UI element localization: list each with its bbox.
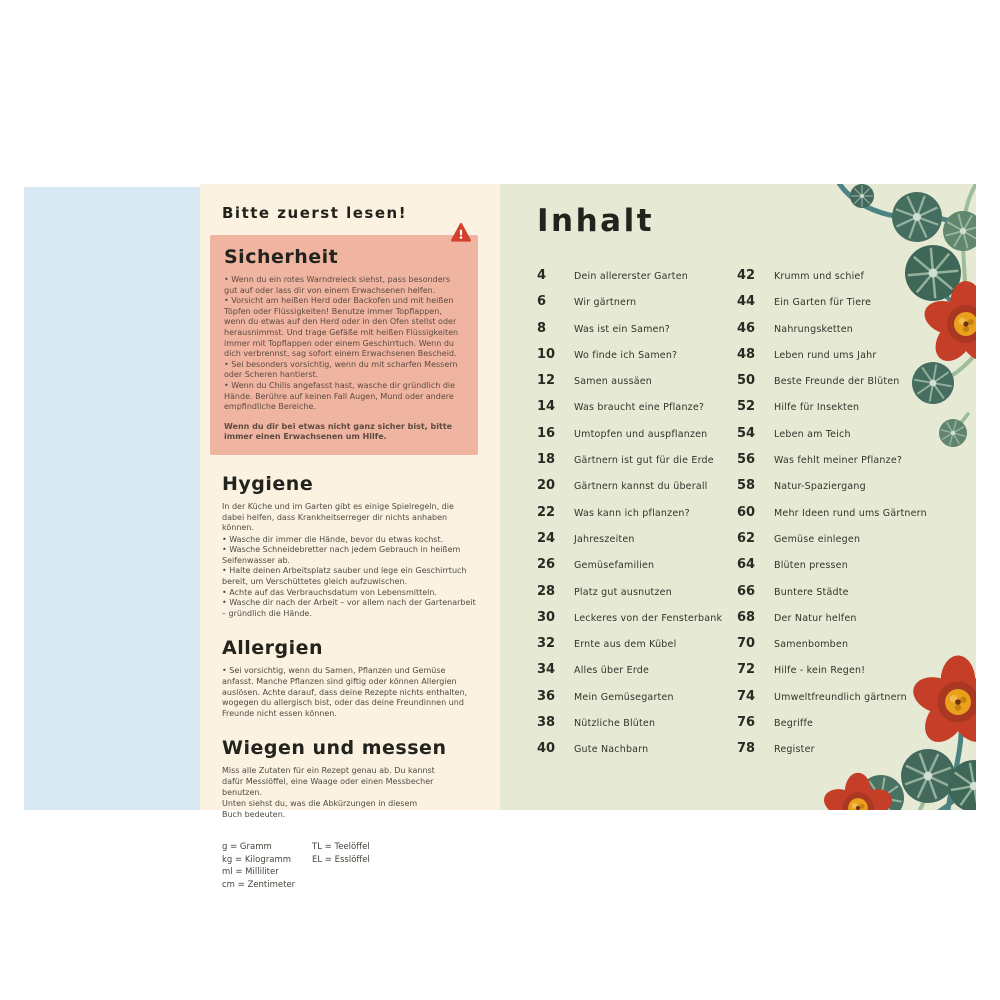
toc-page-number: 58 <box>737 478 756 494</box>
abbreviation-col-2 <box>312 841 370 891</box>
safety-title: Sicherheit <box>224 246 339 268</box>
toc-page-number: 10 <box>537 346 556 362</box>
toc-page-number: 30 <box>537 609 556 625</box>
toc-entry <box>737 294 937 320</box>
toc-page-number: 74 <box>737 688 756 704</box>
toc-entry-title: Samen aussäen <box>574 376 653 388</box>
right-page-contents <box>500 184 976 810</box>
toc-page-number: 56 <box>737 452 756 468</box>
toc-entry-title: Nützliche Blüten <box>574 718 656 730</box>
toc-page-number: 24 <box>537 530 556 546</box>
toc-entry <box>537 557 737 583</box>
toc-entry <box>737 636 937 662</box>
toc-page-number: 64 <box>737 557 756 573</box>
weighing-text-2: Unten siehst du, was die Abkürzungen in diesem Buch bedeuten. <box>222 799 418 819</box>
toc-entry-title: Hilfe für Insekten <box>774 402 860 414</box>
toc-entry-title: Alles über Erde <box>574 665 650 677</box>
toc-entry-title: Umtopfen und auspflanzen <box>574 428 708 440</box>
toc-page-number: 20 <box>537 478 556 494</box>
toc-page-number: 46 <box>737 320 756 336</box>
toc-entry-title: Mein Gemüsegarten <box>574 691 674 703</box>
toc-page-number: 34 <box>537 662 556 678</box>
abbreviation-col-1 <box>222 841 312 891</box>
toc-column-left <box>537 268 737 768</box>
toc-entry-title: Was braucht eine Pflanze? <box>574 402 705 414</box>
abbreviation-table <box>222 841 478 891</box>
toc-page-number: 26 <box>537 557 556 573</box>
toc-entry-title: Begriffe <box>774 718 814 730</box>
hygiene-bullet: • Wasche Schneidebretter nach jedem Gebrauch in heißem Seifenwasser ab. <box>222 545 478 566</box>
hygiene-intro: In der Küche und im Garten gibt es einige Spielregeln, die dabei helfen, dass Krankheitserreger dir nichts anhaben können. <box>222 501 454 533</box>
toc-entry-title: Jahreszeiten <box>574 533 635 545</box>
toc-page-number: 76 <box>737 715 756 731</box>
toc-entry <box>737 478 937 504</box>
allergies-bullet-list <box>222 666 478 719</box>
safety-box <box>210 235 478 455</box>
warning-triangle-icon <box>451 223 471 242</box>
hygiene-title: Hygiene <box>222 472 314 495</box>
toc-entry <box>737 321 937 347</box>
toc-page-number: 18 <box>537 452 556 468</box>
toc-entry-title: Gemüse einlegen <box>774 533 861 545</box>
toc-entry-title: Platz gut ausnutzen <box>574 586 672 598</box>
toc-entry <box>737 347 937 373</box>
toc-entry-title: Beste Freunde der Blüten <box>774 376 900 388</box>
toc-page-number: 28 <box>537 583 556 599</box>
toc-page-number: 40 <box>537 741 556 757</box>
toc-entry-title: Gärtnern kannst du überall <box>574 481 708 493</box>
toc-entry-title: Nahrungsketten <box>774 323 853 335</box>
toc-page-number: 6 <box>537 294 547 310</box>
toc-page-number: 50 <box>737 373 756 389</box>
toc-entry <box>537 347 737 373</box>
safety-bullet: • Wenn du Chilis angefasst hast, wasche dir gründlich die Hände. Berühre auf keinen Fall Augen, Mund oder andere empfindliche Bereiche. <box>224 381 464 413</box>
toc-entry <box>537 321 737 347</box>
toc-entry <box>737 584 937 610</box>
toc-entry-title: Blüten pressen <box>774 560 848 572</box>
toc-entry-title: Krumm und schief <box>774 271 864 282</box>
toc-entry <box>737 426 937 452</box>
hygiene-bullet: • Wasche dir immer die Hände, bevor du etwas kochst. <box>222 535 478 546</box>
toc-page-number: 68 <box>737 609 756 625</box>
toc-entry-title: Gute Nachbarn <box>574 744 649 756</box>
toc-entry <box>737 610 937 636</box>
toc-entry <box>737 399 937 425</box>
weighing-text-1: Miss alle Zutaten für ein Rezept genau ab. Du kannst dafür Messlöffel, eine Waage oder einen Messbecher benutzen. <box>222 766 435 797</box>
left-page-content <box>200 184 500 890</box>
abbreviation-item: ml = Milliliter <box>222 867 279 878</box>
toc-entry-title: Ein Garten für Tiere <box>774 297 872 309</box>
toc-entry <box>537 478 737 504</box>
abbreviation-item: cm = Zentimeter <box>222 879 296 890</box>
toc-entry <box>537 610 737 636</box>
toc-page-number: 78 <box>737 741 756 757</box>
toc-entry <box>737 662 937 688</box>
toc-page-number: 60 <box>737 504 756 520</box>
toc-entry <box>537 531 737 557</box>
abbreviation-item: TL = Teelöffel <box>312 842 370 853</box>
toc-entry <box>537 452 737 478</box>
toc-entry-title: Buntere Städte <box>774 586 849 598</box>
toc-page-number: 4 <box>537 268 547 283</box>
toc-entry-title: Der Natur helfen <box>774 612 857 624</box>
toc-entry <box>537 294 737 320</box>
toc-entry-title: Gemüsefamilien <box>574 560 655 572</box>
toc-entry-title: Register <box>774 744 815 756</box>
toc-entry-title: Was ist ein Samen? <box>574 323 671 335</box>
toc-page-number: 8 <box>537 320 547 336</box>
toc-entry <box>537 426 737 452</box>
toc-entry <box>737 505 937 531</box>
toc-entry-title: Was kann ich pflanzen? <box>574 507 690 519</box>
toc-entry-title: Leben am Teich <box>774 428 851 440</box>
contents-title: Inhalt <box>537 203 655 239</box>
toc-entry <box>537 505 737 531</box>
toc-entry-title: Wo finde ich Samen? <box>574 349 678 361</box>
toc-entry <box>537 636 737 662</box>
toc-entry-title: Umweltfreundlich gärtnern <box>774 691 907 703</box>
toc-page-number: 66 <box>737 583 756 599</box>
toc-entry-title: Ernte aus dem Kübel <box>574 639 677 651</box>
safety-bullet: • Sei besonders vorsichtig, wenn du mit scharfen Messern oder Scheren hantierst. <box>224 360 464 381</box>
toc-entry <box>537 741 737 767</box>
abbreviation-item: kg = Kilogramm <box>222 854 292 865</box>
toc-entry-title: Dein allererster Garten <box>574 271 688 282</box>
hygiene-bullet: • Wasche dir nach der Arbeit – vor allem nach der Gartenarbeit – gründlich die Hände. <box>222 598 478 619</box>
toc-entry-title: Samenbomben <box>774 639 849 651</box>
toc-entry <box>737 715 937 741</box>
left-page-blue-panel <box>24 187 200 810</box>
toc-entry <box>537 715 737 741</box>
toc-entry <box>737 452 937 478</box>
toc-page-number: 54 <box>737 425 756 441</box>
toc-entry <box>737 373 937 399</box>
toc-entry-title: Gärtnern ist gut für die Erde <box>574 455 714 467</box>
toc-entry <box>537 662 737 688</box>
toc-entry-title: Hilfe - kein Regen! <box>774 665 866 677</box>
abbreviation-item: g = Gramm <box>222 842 272 853</box>
toc-entry <box>737 741 937 767</box>
toc-entry <box>537 689 737 715</box>
toc-column-right <box>737 268 937 768</box>
toc-page-number: 32 <box>537 636 556 652</box>
safety-bullet-list <box>224 275 464 413</box>
toc-entry-title: Leckeres von der Fensterbank <box>574 612 723 624</box>
toc-entry-title: Leben rund ums Jahr <box>774 349 877 361</box>
safety-bullet: • Wenn du ein rotes Warndreieck siehst, pass besonders gut auf oder lass dir von einem Erwachsenen helfen. <box>224 275 464 296</box>
toc-entry <box>537 399 737 425</box>
abbreviation-item: EL = Esslöffel <box>312 854 370 865</box>
toc-entry <box>537 584 737 610</box>
toc-page-number: 36 <box>537 688 556 704</box>
toc-page-number: 42 <box>737 268 756 283</box>
toc-entry <box>737 531 937 557</box>
toc-entry <box>737 268 937 294</box>
toc-entry-title: Natur-Spaziergang <box>774 481 866 493</box>
toc-page-number: 48 <box>737 346 756 362</box>
toc-entry-title: Mehr Ideen rund ums Gärtnern <box>774 507 927 519</box>
toc-page-number: 22 <box>537 504 556 520</box>
toc-page-number: 14 <box>537 399 556 415</box>
toc-entry <box>737 557 937 583</box>
left-page <box>200 184 500 890</box>
toc-page-number: 44 <box>737 294 756 310</box>
toc-entry <box>537 268 737 294</box>
toc-page-number: 72 <box>737 662 756 678</box>
toc-entry <box>737 689 937 715</box>
toc-page-number: 52 <box>737 399 756 415</box>
toc-page-number: 62 <box>737 530 756 546</box>
toc-page-number: 38 <box>537 715 556 731</box>
toc-page-number: 70 <box>737 636 756 652</box>
intro-heading: Bitte zuerst lesen! <box>222 204 408 222</box>
weighing-title: Wiegen und messen <box>222 737 447 760</box>
hygiene-bullet: • Achte auf das Verbrauchsdatum von Lebensmitteln. <box>222 588 478 599</box>
safety-bullet: • Vorsicht am heißen Herd oder Backofen und mit heißen Töpfen oder Flüssigkeiten! Benutze immer Topflappen, wenn du etwas auf den Herd oder in den Ofen stellst oder herausnimmst. Und trage Gefäße mit heißen Flüssigkeiten immer mit Topflappen oder einem Geschirrtuch. Wenn du dich verbrennst, sag sofort einem Erwachsenen Bescheid. <box>224 296 464 360</box>
toc-entry-title: Wir gärtnern <box>574 297 637 309</box>
safety-bold-note: Wenn du dir bei etwas nicht ganz sicher bist, bitte immer einen Erwachsenen um Hilfe. <box>224 421 453 442</box>
toc-page-number: 16 <box>537 425 556 441</box>
hygiene-bullet: • Halte deinen Arbeitsplatz sauber und lege ein Geschirrtuch bereit, um Verschüttetes gleich aufzuwischen. <box>222 566 478 587</box>
allergies-title: Allergien <box>222 637 324 660</box>
allergies-bullet: • Sei vorsichtig, wenn du Samen, Pflanzen und Gemüse anfasst. Manche Pflanzen sind giftig oder können Allergien auslösen. Achte darauf, dass deine Rezepte nichts enthalten, wogegen du allergisch bist, oder das deine Freundinnen und Freunde nicht essen können. <box>222 666 478 719</box>
toc-entry <box>537 373 737 399</box>
toc-page-number: 12 <box>537 373 556 389</box>
hygiene-bullet-list <box>222 535 478 620</box>
toc-entry-title: Was fehlt meiner Pflanze? <box>774 455 903 467</box>
